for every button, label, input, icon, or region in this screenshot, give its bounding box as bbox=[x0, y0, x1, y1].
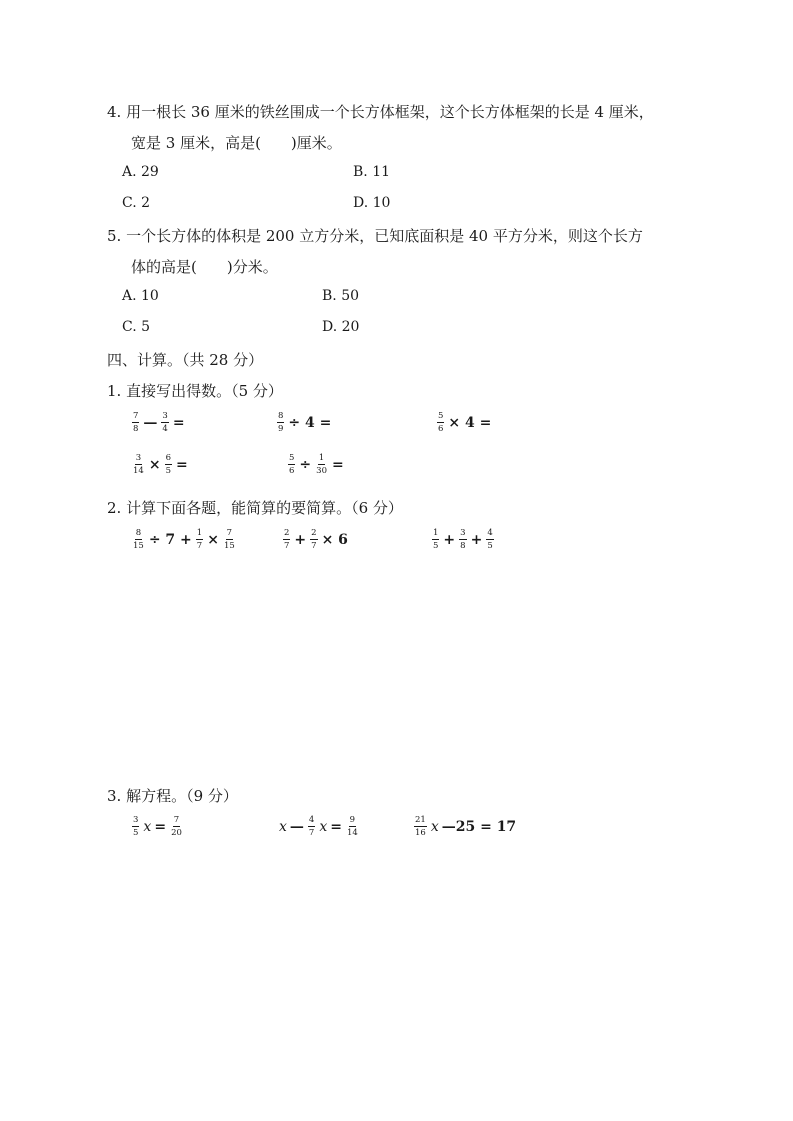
part-1-expression-2: $\frac{8}{9}$ ÷ 4 = bbox=[278, 411, 332, 434]
question-5-option-c: C. 5 bbox=[122, 319, 151, 335]
question-4-option-b: B. 11 bbox=[353, 164, 391, 180]
part-2-expression-3: $\frac{1}{5}$ + $\frac{3}{8}$ + $\frac{4}{5}$ bbox=[433, 528, 493, 551]
fraction: $\frac{21}{16}$ bbox=[415, 815, 426, 838]
fraction: $\frac{1}{7}$ bbox=[196, 528, 203, 551]
fraction: $\frac{3}{14}$ bbox=[133, 453, 144, 476]
fraction: $\frac{1}{5}$ bbox=[433, 528, 439, 551]
question-4-option-d: D. 10 bbox=[353, 195, 391, 211]
part-1-title: 1. 直接写出得数。（5 分） bbox=[107, 382, 283, 400]
question-5-option-b: B. 50 bbox=[322, 288, 360, 304]
part-1-expression-1: $\frac{7}{8}$ — $\frac{3}{4}$ = bbox=[133, 411, 185, 434]
question-4-option-a: A. 29 bbox=[122, 164, 159, 180]
fraction: $\frac{5}{6}$ bbox=[289, 453, 295, 476]
fraction: $\frac{5}{6}$ bbox=[438, 411, 444, 434]
fraction: $\frac{6}{5}$ bbox=[165, 453, 171, 476]
fraction: $\frac{3}{5}$ bbox=[133, 815, 139, 838]
fraction: $\frac{4}{7}$ bbox=[308, 815, 315, 838]
question-4-option-c: C. 2 bbox=[122, 195, 151, 211]
part-3-title: 3. 解方程。（9 分） bbox=[107, 787, 238, 805]
fraction: $\frac{8}{15}$ bbox=[133, 528, 144, 551]
fraction: $\frac{9}{14}$ bbox=[346, 815, 358, 838]
part-1-expression-4: $\frac{3}{14}$ × $\frac{6}{5}$ = bbox=[133, 453, 188, 476]
question-5-line-1: 5. 一个长方体的体积是 200 立方分米，已知底面积是 40 平方分米，则这个长方 bbox=[107, 227, 643, 245]
question-5-option-a: A. 10 bbox=[122, 288, 159, 304]
fraction: $\frac{7}{15}$ bbox=[223, 528, 235, 551]
part-2-title: 2. 计算下面各题，能简算的要简算。（6 分） bbox=[107, 499, 403, 517]
section-4-title: 四、计算。（共 28 分） bbox=[107, 351, 264, 369]
part-3-equation-1: $\frac{3}{5}$ x = $\frac{7}{20}$ bbox=[133, 815, 182, 838]
part-1-expression-3: $\frac{5}{6}$ × 4 = bbox=[438, 411, 492, 434]
fraction: $\frac{8}{9}$ bbox=[278, 411, 284, 434]
part-2-expression-1: $\frac{8}{15}$ ÷ 7 + $\frac{1}{7}$ × $\frac{7}{15}$ bbox=[133, 528, 235, 551]
fraction: $\frac{2}{7}$ bbox=[284, 528, 290, 551]
question-4-line-2: 宽是 3 厘米，高是( )厘米。 bbox=[131, 134, 342, 152]
fraction: $\frac{7}{8}$ bbox=[133, 411, 139, 434]
part-2-expression-2: $\frac{2}{7}$ + $\frac{2}{7}$ × 6 bbox=[284, 528, 348, 551]
fraction: $\frac{4}{5}$ bbox=[487, 528, 493, 551]
question-4-line-1: 4. 用一根长 36 厘米的铁丝围成一个长方体框架，这个长方体框架的长是 4 厘米， bbox=[107, 103, 654, 121]
part-3-equation-3: $\frac{21}{16}$ x —25 = 17 bbox=[415, 815, 517, 838]
fraction: $\frac{7}{20}$ bbox=[171, 815, 182, 838]
fraction: $\frac{3}{4}$ bbox=[162, 411, 168, 434]
fraction: $\frac{1}{30}$ bbox=[316, 453, 327, 476]
fraction: $\frac{3}{8}$ bbox=[460, 528, 466, 551]
question-5-line-2: 体的高是( )分米。 bbox=[131, 258, 278, 276]
part-1-expression-5: $\frac{5}{6}$ ÷ $\frac{1}{30}$ = bbox=[289, 453, 344, 476]
part-3-equation-2: x — $\frac{4}{7}$ x = $\frac{9}{14}$ bbox=[279, 815, 358, 838]
fraction: $\frac{2}{7}$ bbox=[311, 528, 317, 551]
question-5-option-d: D. 20 bbox=[322, 319, 360, 335]
